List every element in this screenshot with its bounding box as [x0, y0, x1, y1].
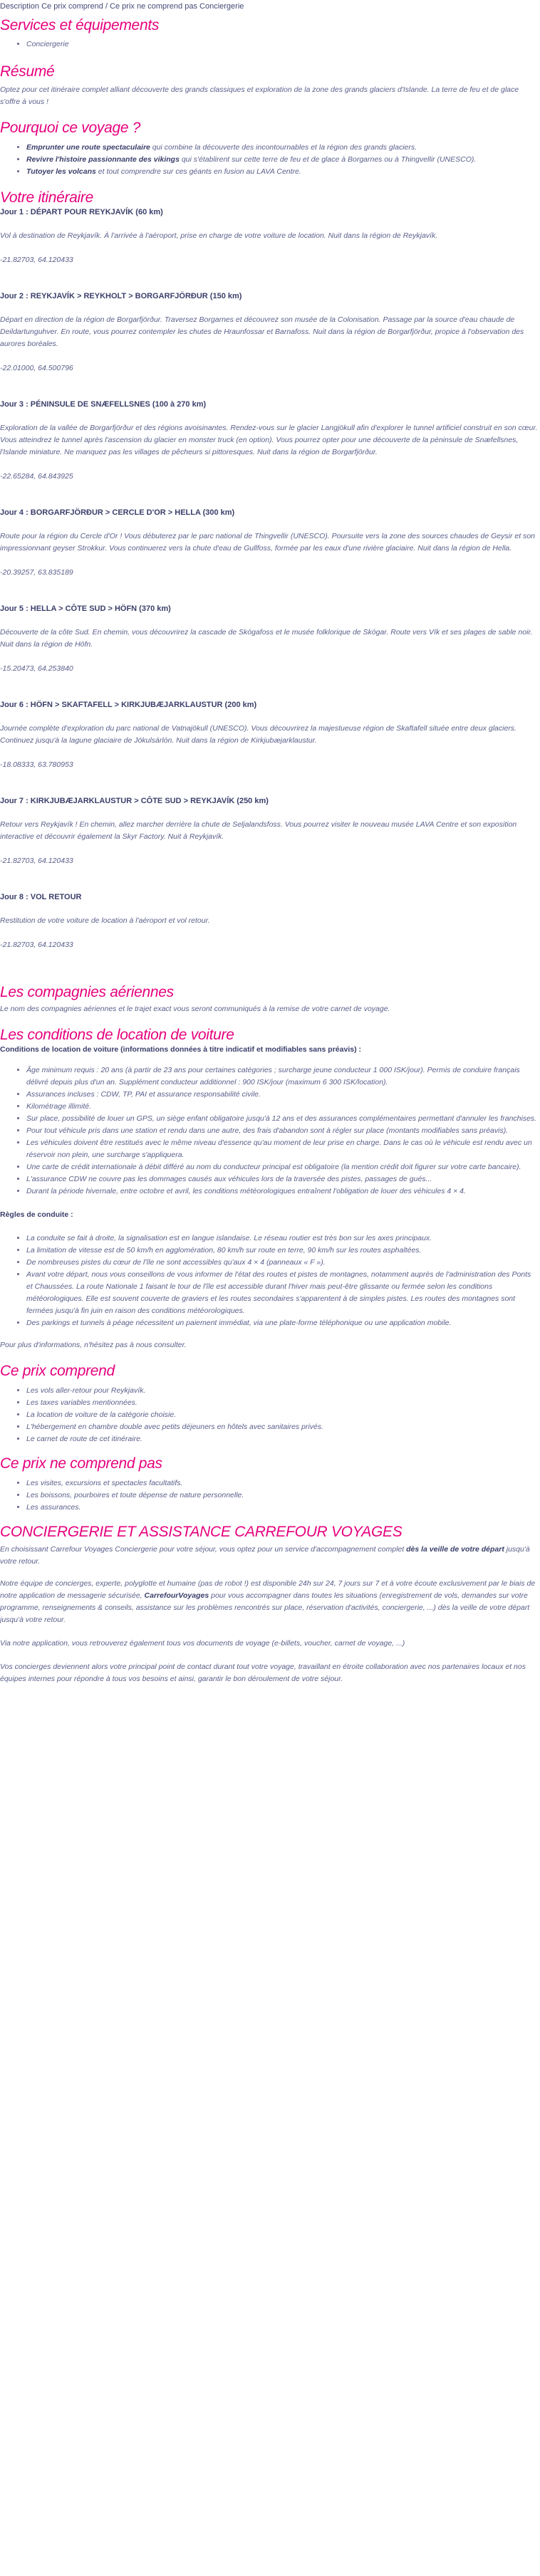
- day-block: [0, 399, 539, 483]
- day-coordinates: -20.39257, 63.835189: [0, 568, 73, 577]
- comprend-item: • L'hébergement en chambre double avec petits déjeuners en hôtels avec sanitaires privés.: [26, 1421, 539, 1433]
- top-navigation-text: Description Ce prix comprend / Ce prix ne comprend pas Conciergerie: [0, 2, 244, 11]
- ne-comprend-item: • Les assurances.: [26, 1502, 539, 1514]
- conditions-list: [0, 1064, 539, 1198]
- day-text: Vol à destination de Reykjavík. À l'arrivée à l'aéroport, prise en charge de votre voiture de location. Nuit dans la région de Reykjavík.: [0, 231, 438, 240]
- conciergerie-p1-text: En choisissant Carrefour Voyages Conciergerie pour votre séjour, vous optez pour un service d'accompagnement complet: [0, 1545, 407, 1554]
- regles-list: [0, 1232, 539, 1329]
- day-coordinates: -18.08333, 63.780953: [0, 760, 73, 769]
- conciergerie-paragraph-2: [0, 1578, 539, 1626]
- conciergerie-p1-bold: dès la veille de votre départ: [406, 1545, 504, 1554]
- conditions-item: • Une carte de crédit internationale à débit différé au nom du conducteur principal est obligatoire (la mention crédit doit figurer sur votre carte bancaire).: [26, 1161, 539, 1173]
- comprend-list: [0, 1385, 539, 1445]
- services-item: • Conciergerie: [26, 38, 539, 51]
- pourquoi-item-bold: Tutoyer les volcans: [26, 167, 96, 176]
- day-text: Restitution de votre voiture de location à l'aéroport et vol retour.: [0, 916, 210, 925]
- services-list: [0, 38, 539, 51]
- day-coordinates: -15.20473, 64.253840: [0, 664, 73, 673]
- pourquoi-list: [0, 142, 539, 178]
- pourquoi-item: [26, 142, 539, 154]
- day-coordinates: -21.82703, 64.120433: [0, 256, 73, 264]
- pourquoi-item-bold: Revivre l'histoire passionnante des vikings: [26, 155, 180, 164]
- regles-item: • Avant votre départ, nous vous conseillons de vous informer de l'état des routes et pistes de montagnes, notamment auprès de l'administration des Ponts et Chaussées. La route Nationale 1 faisant le tour de l'île est accessible durant l'hiver mais peut-être glissante ou fermée selon les conditions météorologiques. Elle est souvent couverte de graviers et les routes secondaires s'apparentent à de simples pistes. Les routes des montagnes sont fermées jusqu'à fin juin en raison des conditions météorologiques.: [26, 1269, 539, 1317]
- day-block: [0, 891, 539, 951]
- day-block: [0, 507, 539, 579]
- day-block: [0, 206, 539, 266]
- ne-comprend-title: Ce prix ne comprend pas: [0, 1455, 162, 1472]
- conditions-item: • Assurances incluses : CDW, TP, PAI et assurance responsabilité civile.: [26, 1089, 539, 1101]
- day-title: Jour 8 : VOL RETOUR: [0, 893, 82, 901]
- compagnies-section: [0, 984, 539, 1015]
- day-text: Découverte de la côte Sud. En chemin, vous découvrirez la cascade de Skógafoss et le musée folklorique de Skógar. Route vers Vík et ses plages de sable noir. Nuit dans la région de Höfn.: [0, 628, 533, 649]
- comprend-item: • Les vols aller-retour pour Reykjavík.: [26, 1385, 539, 1397]
- day-coordinates: -21.82703, 64.120433: [0, 941, 73, 949]
- conciergerie-p2-end: pour vous accompagner dans toutes les situations (enregistrement de vols, demandes sur votre programme, renseignements & conseils, assistance sur les problèmes rencontrés sur place, réservation d'activités, conciergerie, ...) dès la veille de votre départ jusqu'à votre retour.: [0, 1591, 530, 1624]
- day-text: Départ en direction de la région de Borgarfjörður. Traversez Borgarnes et découvrez son musée de la Colonisation. Passage par la source d'eau chaude de Deildartunguhver. En route, vous pourrez contempler les chutes de Hraunfossar et Barnafoss. Nuit dans la région de Borgarfjörður, propice à l'observation des aurores boréales.: [0, 315, 524, 348]
- pourquoi-title: Pourquoi ce voyage ?: [0, 120, 141, 136]
- day-title: Jour 4 : BORGARFJÖRÐUR > CERCLE D'OR > HELLA (300 km): [0, 508, 235, 517]
- comprend-item: • La location de voiture de la catégorie choisie.: [26, 1409, 539, 1421]
- ne-comprend-list: [0, 1477, 539, 1514]
- compagnies-text: Le nom des compagnies aériennes et le trajet exact vous seront communiqués à la remise de votre carnet de voyage.: [0, 1005, 390, 1013]
- day-block: [0, 795, 539, 867]
- conditions-item: • Durant la période hivernale, entre octobre et avril, les conditions météorologiques entraînent l'obligation de louer des véhicules 4 × 4.: [26, 1185, 539, 1198]
- itineraire-section: [0, 189, 539, 951]
- conditions-section: [0, 1027, 539, 1351]
- day-text: Exploration de la vallée de Borgarfjörður et des régions avoisinantes. Rendez-vous sur le glacier Langjökull afin d'explorer le tunnel artificiel construit en son cœur. Vous atteindrez le tunnel après l'ascension du glacier en monster truck (en option). Vous pourrez opter pour une découverte de la péninsule de Snæfellsnes, l'Islande miniature. Ne manquez pas les villages de pêcheurs si pittoresques. Nuit dans la région de Borgarfjörður.: [0, 424, 538, 456]
- day-title: Jour 7 : KIRKJUBÆJARKLAUSTUR > CÔTE SUD > REYKJAVÍK (250 km): [0, 797, 269, 805]
- ne-comprend-section: [0, 1455, 539, 1514]
- conditions-title: Les conditions de location de voiture: [0, 1027, 234, 1043]
- conditions-item: • Âge minimum requis : 20 ans (à partir de 23 ans pour certaines catégories ; surcharge jeune conducteur 1 000 ISK/jour). Permis de conduire français délivré depuis plus d'un an. Supplément conducteur additionnel : 900 ISK/jour (maximum 6 300 ISK/location).: [26, 1064, 539, 1089]
- pourquoi-item-text: qui combine la découverte des incontournables et la région des grands glaciers.: [150, 143, 417, 152]
- day-block: [0, 699, 539, 771]
- day-coordinates: -21.82703, 64.120433: [0, 857, 73, 865]
- conciergerie-paragraph-3: Via notre application, vous retrouverez également tous vos documents de voyage (e-billets, voucher, carnet de voyage, ...): [0, 1639, 405, 1648]
- day-title: Jour 2 : REYKJAVÍK > REYKHOLT > BORGARFJÖRÐUR (150 km): [0, 292, 242, 300]
- resume-section: [0, 63, 539, 108]
- resume-text: Optez pour cet itinéraire complet alliant découverte des grands classiques et exploration de la zone des grands glaciers d'Islande. La terre de feu et de glace s'offre à vous !: [0, 85, 519, 106]
- pourquoi-item: [26, 154, 539, 166]
- pourquoi-item-text: qui s'établirent sur cette terre de feu et de glace à Borgarnes ou à Thingvellir (UNESCO).: [179, 155, 477, 164]
- conciergerie-p2-bold: CarrefourVoyages: [144, 1591, 209, 1600]
- services-section: [0, 17, 539, 51]
- day-block: [0, 290, 539, 375]
- pourquoi-item-bold: Emprunter une route spectaculaire: [26, 143, 150, 152]
- ne-comprend-item: • Les visites, excursions et spectacles facultatifs.: [26, 1477, 539, 1489]
- pourquoi-item-text: et tout comprendre sur ces géants en fusion au LAVA Centre.: [95, 167, 301, 176]
- comprend-item: • Le carnet de route de cet itinéraire.: [26, 1433, 539, 1445]
- day-text: Retour vers Reykjavík ! En chemin, allez marcher derrière la chute de Seljalandsfoss. Vous pourrez visiter le nouveau musée LAVA Centre et son exposition interactive et découvrir également la Skyr Factory. Nuit à Reykjavík.: [0, 820, 517, 841]
- conditions-item: • Kilométrage illimité.: [26, 1101, 539, 1113]
- regles-item: • Des parkings et tunnels à péage nécessitent un paiement immédiat, via une plate-forme téléphonique ou une application mobile.: [26, 1317, 539, 1329]
- comprend-section: [0, 1363, 539, 1445]
- day-coordinates: -22.65284, 64.843925: [0, 472, 73, 481]
- day-title: Jour 6 : HÖFN > SKAFTAFELL > KIRKJUBÆJARKLAUSTUR (200 km): [0, 701, 257, 709]
- regles-item: • De nombreuses pistes du cœur de l'île ne sont accessibles qu'aux 4 × 4 (panneaux « F »).: [26, 1257, 539, 1269]
- conditions-item: • Sur place, possibilité de louer un GPS, un siège enfant obligatoire jusqu'à 12 ans et des assurances complémentaires permettant d'annuler les franchises.: [26, 1113, 539, 1125]
- services-title: Services et équipements: [0, 17, 160, 33]
- comprend-title: Ce prix comprend: [0, 1363, 115, 1379]
- conditions-item: • L'assurance CDW ne couvre pas les dommages causés aux véhicules lors de la traversée des pistes, passages de gués...: [26, 1173, 539, 1185]
- itineraire-title: Votre itinéraire: [0, 189, 93, 206]
- day-block: [0, 603, 539, 675]
- conditions-subtitle: Conditions de location de voiture (informations données à titre indicatif et modifiables sans préavis) :: [0, 1045, 361, 1054]
- conditions-item: • Les véhicules doivent être restitués avec le même niveau d'essence qu'au moment de leur prise en charge. Dans le cas où le véhicule est rendu avec un réservoir non plein, une surcharge s'appliquera.: [26, 1137, 539, 1161]
- day-text: Journée complète d'exploration du parc national de Vatnajökull (UNESCO). Vous découvrirez la majestueuse région de Skaftafell située entre deux glaciers. Continuez jusqu'à la lagune glaciaire de Jökulsárlón. Nuit dans la région de Kirkjubæjarklaustur.: [0, 724, 516, 745]
- conciergerie-title: CONCIERGERIE ET ASSISTANCE CARREFOUR VOYAGES: [0, 1524, 403, 1540]
- conciergerie-paragraph-1: [0, 1544, 539, 1568]
- pourquoi-section: [0, 120, 539, 178]
- pourquoi-item: [26, 166, 539, 178]
- conciergerie-p2-text: Notre équipe de concierges, experte, polyglotte et humaine (pas de robot !) est disponible 24h sur 24, 7 jours sur 7 et à votre écoute exclusivement par le biais de notre application de messagerie sécurisée,: [0, 1579, 536, 1600]
- conditions-footer: Pour plus d'informations, n'hésitez pas à nous consulter.: [0, 1341, 187, 1349]
- comprend-item: • Les taxes variables mentionnées.: [26, 1397, 539, 1409]
- conditions-item: • Pour tout véhicule pris dans une station et rendu dans une autre, des frais d'abandon sont à régler sur place (montants modifiables sans préavis).: [26, 1125, 539, 1137]
- ne-comprend-item: • Les boissons, pourboires et toute dépense de nature personnelle.: [26, 1489, 539, 1502]
- day-coordinates: -22.01000, 64.500796: [0, 364, 73, 372]
- day-title: Jour 5 : HELLA > CÔTE SUD > HÖFN (370 km): [0, 604, 171, 613]
- day-title: Jour 3 : PÉNINSULE DE SNÆFELLSNES (100 à 270 km): [0, 400, 207, 409]
- compagnies-title: Les compagnies aériennes: [0, 984, 174, 1000]
- conciergerie-p1-end: jusqu'à votre retour.: [0, 1545, 530, 1566]
- conciergerie-section: [0, 1524, 539, 1685]
- resume-title: Résumé: [0, 63, 55, 80]
- day-title: Jour 1 : DÉPART POUR REYKJAVÍK (60 km): [0, 208, 163, 216]
- day-text: Route pour la région du Cercle d'Or ! Vous débuterez par le parc national de Thingvellir (UNESCO). Poursuite vers la zone des sources chaudes de Geysir et son impressionnant geyser Strokkur. Vous continuerez vers la chute d'eau de Gullfoss, formée par les eaux d'une rivière glaciaire. Nuit dans la région de Hella.: [0, 532, 535, 553]
- regles-item: • La conduite se fait à droite, la signalisation est en langue islandaise. Le réseau routier est très bon sur les axes principaux.: [26, 1232, 539, 1245]
- regles-item: • La limitation de vitesse est de 50 km/h en agglomération, 80 km/h sur route en terre, 90 km/h sur les routes asphaltées.: [26, 1245, 539, 1257]
- regles-title: Règles de conduite :: [0, 1210, 73, 1219]
- conciergerie-paragraph-4: Vos concierges deviennent alors votre principal point de contact durant tout votre voyage, travaillant en étroite collaboration avec nos partenaires locaux et nos équipes internes pour répondre à tous vos besoins et ainsi, garantir le bon déroulement de votre séjour.: [0, 1663, 526, 1683]
